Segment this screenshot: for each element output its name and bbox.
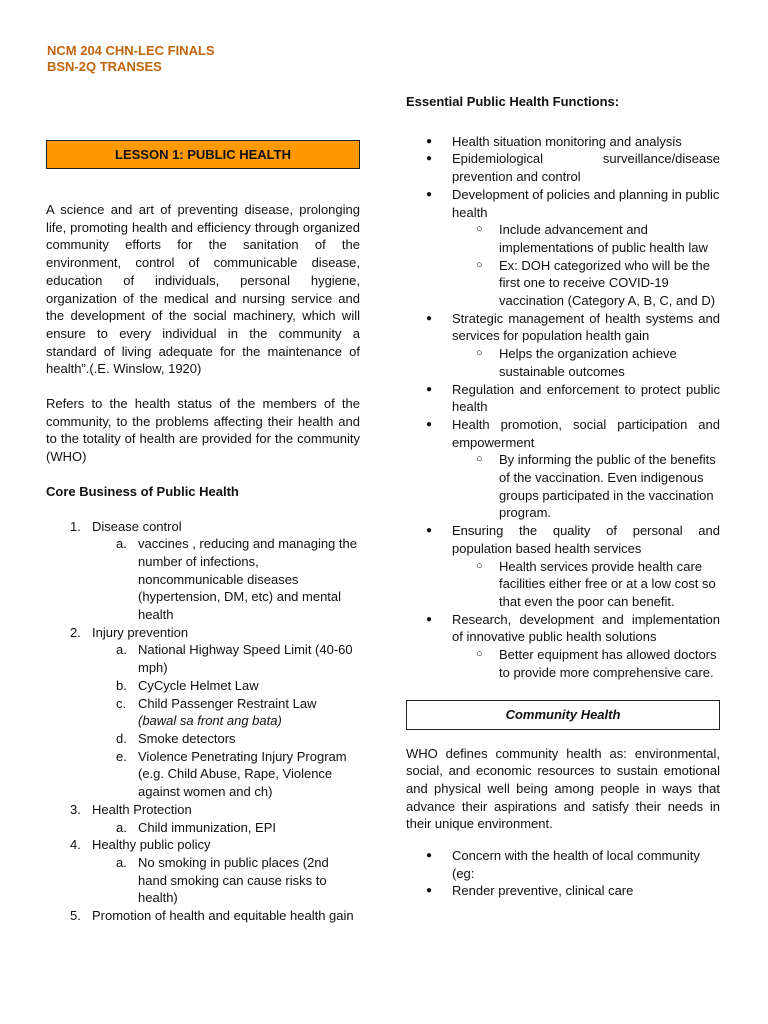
- list-subitem: e. Violence Penetrating Injury Program (e.g. Child Abuse, Rape, Violence against women and ch): [116, 748, 347, 800]
- essential-functions-heading: Essential Public Health Functions:: [406, 94, 620, 109]
- right-column: [406, 93, 720, 900]
- left-column: [46, 140, 360, 925]
- bullet-icon: ●: [426, 525, 433, 537]
- document-header: [47, 43, 215, 75]
- list-item: ● Epidemiological surveillance/disease prevention and control: [426, 151, 720, 185]
- list-item: ● Concern with the health of local community (eg:: [426, 848, 700, 881]
- circle-bullet-icon: ○: [476, 648, 483, 661]
- bullet-icon: ●: [426, 885, 433, 897]
- list-subitem: b. CyCycle Helmet Law: [116, 677, 259, 693]
- list-item: ● Regulation and enforcement to protect public health: [426, 381, 720, 415]
- list-subitem: ○ Health services provide health care facilities either free or at a low cost so that even the poor can benefit.: [476, 558, 716, 609]
- list-item: ● Health situation monitoring and analysis: [426, 133, 682, 149]
- community-health-title: Community Health: [505, 706, 621, 722]
- list-subitem: ○ By informing the public of the benefits of the vaccination. Even indigenous groups participated in the vaccination program.: [476, 452, 716, 521]
- list-subitem: c. Child Passenger Restraint Law (bawal sa front ang bata): [116, 695, 317, 729]
- bullet-icon: ●: [426, 383, 433, 395]
- list-item: ● Render preventive, clinical care: [426, 883, 634, 899]
- bullet-icon: ●: [426, 153, 433, 165]
- header-subtitle: BSN-2Q TRANSES: [47, 59, 162, 74]
- bullet-icon: ●: [426, 613, 433, 625]
- community-health-definition: WHO defines community health as: environmental, social, and economic resources to sustain emotional and physical well being among people in ways that advance their aspirations and satisfy their needs in their unique environment.: [406, 745, 720, 832]
- list-subitem: ○ Ex: DOH categorized who will be the first one to receive COVID-19 vaccination (Category A, B, C, and D): [476, 257, 716, 309]
- list-item: 4. Healthy public policy: [70, 837, 211, 853]
- list-subitem: ○ Include advancement and implementations of public health law: [476, 222, 708, 255]
- lesson-title-box: [46, 140, 360, 169]
- circle-bullet-icon: ○: [476, 559, 483, 572]
- list-item: ● Health promotion, social participation and empowerment: [426, 416, 720, 450]
- list-item: 1. Disease control: [70, 518, 182, 534]
- who-definition: Refers to the health status of the members of the community, to the problems affecting their health and to the totality of health are provided for the community (WHO): [46, 396, 360, 465]
- core-business-list: [46, 518, 360, 925]
- list-item: ● Strategic management of health systems and services for population health gain: [426, 310, 720, 344]
- list-subitem: a. National Highway Speed Limit (40-60 mph): [116, 642, 353, 676]
- list-subitem: a. vaccines , reducing and managing the number of infections, noncommunicable diseases (hypertension, DM, etc) and mental health: [116, 536, 357, 623]
- community-health-title-box: [406, 700, 720, 730]
- list-item: ● Research, development and implementation of innovative public health solutions: [426, 611, 720, 645]
- lesson-title: LESSON 1: PUBLIC HEALTH: [115, 146, 291, 162]
- essential-functions-list: [406, 133, 720, 682]
- core-business-heading: Core Business of Public Health: [46, 483, 239, 499]
- italic-note: (bawal sa front ang bata): [138, 713, 282, 729]
- list-item: 3. Health Protection: [70, 801, 192, 817]
- list-item: ● Ensuring the quality of personal and population based health services: [426, 523, 720, 556]
- list-subitem: ○ Better equipment has allowed doctors to provide more comprehensive care.: [476, 647, 717, 680]
- list-subitem: a. Child immunization, EPI: [116, 819, 276, 835]
- circle-bullet-icon: ○: [476, 223, 483, 236]
- list-item: 5. Promotion of health and equitable health gain: [70, 908, 354, 924]
- list-subitem: ○ Helps the organization achieve sustainable outcomes: [476, 346, 677, 379]
- bullet-icon: ●: [426, 312, 433, 324]
- circle-bullet-icon: ○: [476, 347, 483, 360]
- bullet-icon: ●: [426, 418, 433, 430]
- list-subitem: d. Smoke detectors: [116, 730, 236, 746]
- circle-bullet-icon: ○: [476, 258, 483, 271]
- list-item: 2. Injury prevention: [70, 624, 189, 640]
- community-health-list: [406, 847, 720, 900]
- list-subitem: a. No smoking in public places (2nd hand smoking can cause risks to health): [116, 854, 329, 906]
- bullet-icon: ●: [426, 850, 433, 862]
- winslow-definition: A science and art of preventing disease, prolonging life, promoting health and efficiency through organized community efforts for the sanitation of the environment, control of communicable disease, education of individuals, personal hygiene, organization of the medical and nursing service and the development of the social machinery, which will ensure to every individual in the community a standard of living adequate for the maintenance of health”.(.E. Winslow, 1920): [46, 202, 360, 377]
- list-item: ● Development of policies and planning in public health: [426, 186, 720, 220]
- header-course-title: NCM 204 CHN-LEC FINALS: [47, 43, 215, 58]
- circle-bullet-icon: ○: [476, 453, 483, 466]
- bullet-icon: ●: [426, 188, 433, 200]
- bullet-icon: ●: [426, 135, 433, 147]
